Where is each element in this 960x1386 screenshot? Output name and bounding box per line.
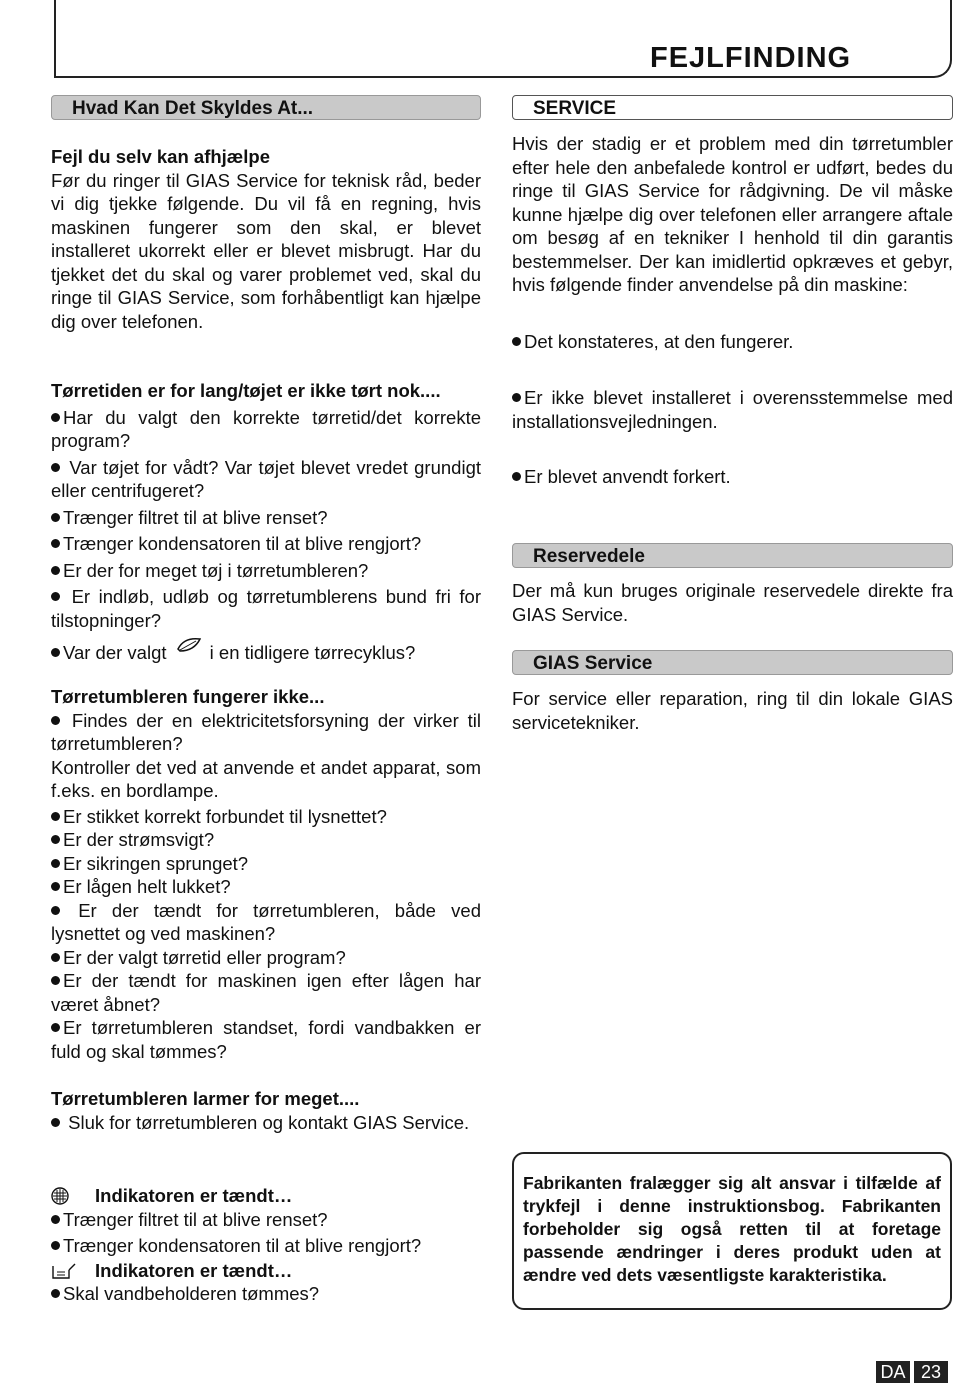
left-column: [51, 95, 482, 1304]
gias-block: [512, 650, 953, 734]
list-item: Trænger filtret til at blive renset?: [51, 506, 481, 530]
list-item: Er stikket korrekt forbundet til lysnettet?: [51, 805, 481, 829]
list-item: Var tøjet for vådt? Var tøjet blevet vredet grundigt eller centrifugeret?: [51, 456, 481, 501]
indicator1-block: [51, 1184, 481, 1306]
list-item: Sluk for tørretumbleren og kontakt GIAS Service.: [51, 1111, 481, 1135]
list-item: Er der tændt for maskinen igen efter lågen har været åbnet?: [51, 970, 481, 1015]
indicator1-heading: Indikatoren er tændt…: [51, 1184, 481, 1208]
drying-heading: Tørretiden er for lang/tøjet er ikke tørt nok....: [51, 380, 441, 401]
section-header-parts: Reservedele: [512, 543, 953, 568]
notworking-block: [51, 685, 481, 1063]
water-tank-icon: [51, 1262, 77, 1280]
section-header-causes: Hvad Kan Det Skyldes At...: [51, 95, 481, 120]
list-item: Det konstateres, at den fungerer.: [512, 330, 953, 354]
section-header-service: SERVICE: [512, 95, 953, 120]
service-text: Hvis der stadig er et problem med din tørretumbler efter hele den anbefalede kontrol er udført, bedes du ringe til GIAS Service for rådgivning. De vil måske kunne hjælpe dig over telefonen eller arrangere aftale om besøg af en tekniker I henhold til din garantis bestemmelser. Der kan imidlertid opkræves et gebyr, hvis følgende finder anvendelse på din maskine:: [512, 133, 953, 295]
list-item: Er der strømsvigt?: [51, 828, 481, 852]
gias-text: For service eller reparation, ring til din lokale GIAS servicetekniker.: [512, 688, 953, 733]
disclaimer-box: Fabrikanten fralægger sig alt ansvar i tilfælde af trykfejl i denne instruktionsbog. Fabrikanten forbeholder sig også retten til at foretage passende ændringer i deres produkt uden at ændre ved dets væsentligste karakteristika.: [512, 1152, 952, 1310]
parts-text: Der må kun bruges originale reservedele direkte fra GIAS Service.: [512, 580, 953, 625]
list-item: Trænger kondensatoren til at blive rengjort?: [51, 532, 481, 556]
filter-icon: [51, 1187, 69, 1205]
list-item: Er der tændt for tørretumbleren, både ved lysnettet og ved maskinen?: [51, 899, 481, 944]
parts-block: [512, 543, 953, 626]
list-item: Var der valgt i en tidligere tørrecyklus?: [51, 635, 481, 665]
indicator2-heading: Indikatoren er tændt…: [51, 1259, 481, 1283]
page-title: FEJLFINDING: [650, 42, 852, 74]
service-block: [512, 132, 953, 489]
leaf-icon: [176, 635, 202, 655]
drying-block: [51, 379, 481, 665]
list-item: Er sikringen sprunget?: [51, 852, 481, 876]
list-item: Findes der en elektricitetsforsyning der virker til tørretumbleren?: [51, 709, 481, 754]
noise-heading: Tørretumbleren larmer for meget....: [51, 1088, 360, 1109]
list-item: Er lågen helt lukket?: [51, 875, 481, 899]
section-header-gias: GIAS Service: [512, 650, 953, 675]
page-number: 23: [914, 1361, 948, 1383]
list-item: Skal vandbeholderen tømmes?: [51, 1282, 481, 1306]
list-item: Er der valgt tørretid eller program?: [51, 946, 481, 970]
intro-block: [51, 145, 481, 333]
list-item: Er ikke blevet installeret i overensstemmelse med installationsvejledningen.: [512, 387, 953, 432]
list-item: Er indløb, udløb og tørretumblerens bund fri for tilstopninger?: [51, 586, 482, 631]
list-item: Har du valgt den korrekte tørretid/det korrekte program?: [51, 406, 481, 451]
list-item: Trænger kondensatoren til at blive rengjort?: [51, 1234, 481, 1258]
right-column: [512, 95, 953, 733]
notworking-heading: Tørretumbleren fungerer ikke...: [51, 686, 325, 707]
list-item: Trænger filtret til at blive renset?: [51, 1208, 481, 1232]
list-item: Er der for meget tøj i tørretumbleren?: [51, 559, 481, 583]
noise-block: [51, 1087, 481, 1134]
list-item: Er blevet anvendt forkert.: [512, 465, 953, 489]
list-item: Kontroller det ved at anvende et andet apparat, som f.eks. en bordlampe.: [51, 756, 481, 801]
language-badge: DA: [876, 1361, 910, 1383]
intro-heading: Fejl du selv kan afhjælpe: [51, 146, 270, 167]
list-item: Er tørretumbleren standset, fordi vandbakken er fuld og skal tømmes?: [51, 1017, 481, 1062]
intro-text: Før du ringer til GIAS Service for teknisk råd, beder vi dig tjekke følgende. Du vil få en regning, hvis maskinen fungerer som den skal, er blevet installeret ukorrekt eller er blevet misbrugt. Har du tjekket det du skal og varer problemet ved, skal du ringe til GIAS Service, som forhåbentligt kan hjælpe dig over telefonen.: [51, 169, 481, 332]
